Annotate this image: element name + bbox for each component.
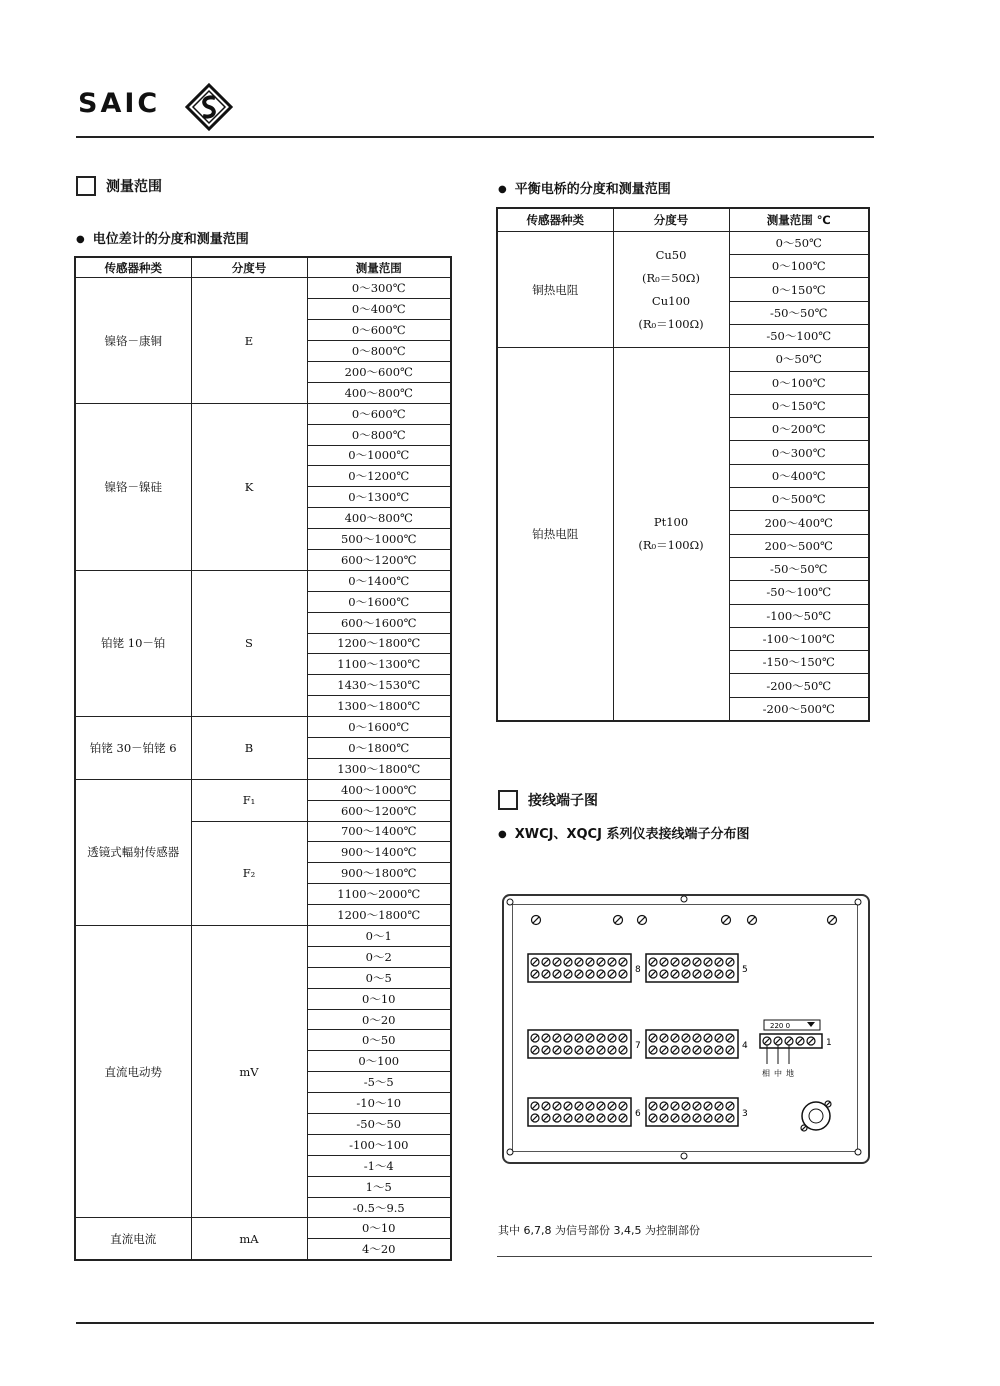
range-cell: 0～1300℃ (307, 487, 451, 508)
range-cell: 0～10 (307, 1218, 451, 1239)
range-cell: -50～50 (307, 1114, 451, 1135)
sensor-type-cell: 直流电动势 (75, 926, 191, 1218)
range-cell: 4～20 (307, 1239, 451, 1260)
range-cell: 0～2 (307, 946, 451, 967)
range-cell: 0～5 (307, 967, 451, 988)
range-cell: -50～50℃ (729, 557, 869, 580)
section-measure-range (76, 176, 162, 196)
wiring-note: 其中 6,7,8 为信号部份 3,4,5 为控制部份 (498, 1224, 700, 1237)
range-cell: -100～100℃ (729, 627, 869, 650)
terminal-block (646, 1030, 738, 1058)
graduation-code-cell: B (191, 717, 307, 780)
checkbox-square-icon (498, 790, 518, 810)
range-cell: 200～600℃ (307, 361, 451, 382)
range-cell: 0～500℃ (729, 488, 869, 511)
code-line: Pt100 (653, 514, 689, 529)
range-cell: -50～50℃ (729, 301, 869, 324)
graduation-code-cell: K (191, 403, 307, 570)
mount-hole (507, 899, 513, 905)
checkbox-square-icon (76, 176, 96, 196)
range-cell: -5～5 (307, 1072, 451, 1093)
sensor-type-cell: 铂铑 30－铂铑 6 (75, 717, 191, 780)
range-cell: 0～300℃ (307, 278, 451, 299)
graduation-code-cell: F₁ (191, 779, 307, 821)
range-cell: 200～400℃ (729, 511, 869, 534)
range-cell: 0～1200℃ (307, 466, 451, 487)
range-cell: 400～800℃ (307, 382, 451, 403)
column-header: 分度号 (191, 257, 307, 278)
range-cell: 600～1200℃ (307, 800, 451, 821)
range-cell: 0～1600℃ (307, 591, 451, 612)
range-cell: -10～10 (307, 1093, 451, 1114)
graduation-code-cell (613, 348, 729, 721)
range-cell: 1100～2000℃ (307, 884, 451, 905)
range-cell: 0～300℃ (729, 441, 869, 464)
logo-text: SAIC (78, 88, 161, 119)
range-cell: 0～50 (307, 1030, 451, 1051)
range-cell: 0～800℃ (307, 424, 451, 445)
range-cell: 0～400℃ (729, 464, 869, 487)
range-cell: 700～1400℃ (307, 821, 451, 842)
header-rule (76, 136, 874, 138)
code-line: Cu50 (655, 247, 687, 262)
range-cell: -150～150℃ (729, 651, 869, 674)
code-line: Cu100 (651, 293, 691, 308)
range-cell: 1100～1300℃ (307, 654, 451, 675)
range-cell: 0～1600℃ (307, 717, 451, 738)
mount-hole (855, 1149, 861, 1155)
range-cell: 0～100 (307, 1051, 451, 1072)
terminal-block-number: 3 (742, 1109, 748, 1119)
range-cell: 0～150℃ (729, 394, 869, 417)
range-cell: 0～10 (307, 988, 451, 1009)
sensor-type-cell: 直流电流 (75, 1218, 191, 1260)
range-cell: 500～1000℃ (307, 529, 451, 550)
range-cell: 0～100℃ (729, 371, 869, 394)
range-cell: 900～1400℃ (307, 842, 451, 863)
mount-hole (507, 1149, 513, 1155)
range-cell: 0～1000℃ (307, 445, 451, 466)
range-cell: 1430～1530℃ (307, 675, 451, 696)
column-header: 测量范围 (307, 257, 451, 278)
range-cell: 0～400℃ (307, 299, 451, 320)
power-terminal-label: 地 (786, 1069, 794, 1078)
sensor-type-cell: 镍铬－康铜 (75, 278, 191, 403)
terminal-block-number: 1 (826, 1038, 832, 1048)
terminal-block-number: 5 (742, 965, 748, 975)
range-cell: 0～1400℃ (307, 570, 451, 591)
range-cell: 0～100℃ (729, 255, 869, 278)
range-cell: -100～50℃ (729, 604, 869, 627)
right-table-caption: ● 平衡电桥的分度和测量范围 (498, 178, 671, 197)
code-line: (R₀＝100Ω) (638, 316, 704, 331)
power-voltage-label: 220 0 (770, 1022, 791, 1030)
mount-hole (855, 899, 861, 905)
range-cell: 600～1200℃ (307, 549, 451, 570)
range-cell: 0～800℃ (307, 341, 451, 362)
terminal-block-number: 8 (635, 965, 641, 975)
column-header: 传感器种类 (497, 208, 613, 231)
graduation-code-cell: S (191, 570, 307, 716)
range-cell: 0～50℃ (729, 231, 869, 254)
terminal-diagram (502, 894, 866, 1160)
potentiometer-range-table (74, 256, 452, 1261)
column-header: 测量范围 ℃ (729, 208, 869, 231)
code-line: (R₀＝50Ω) (642, 270, 700, 285)
range-cell: 600～1600℃ (307, 612, 451, 633)
footer-rule (76, 1322, 874, 1324)
mount-hole (681, 1153, 687, 1159)
range-cell: 1300～1800℃ (307, 758, 451, 779)
wiring-caption: ● XWCJ、XQCJ 系列仪表接线端子分布图 (498, 823, 749, 842)
sensor-type-cell: 铂热电阻 (497, 348, 613, 721)
column-header: 传感器种类 (75, 257, 191, 278)
terminal-block-number: 7 (635, 1041, 641, 1051)
graduation-code-cell: E (191, 278, 307, 403)
range-cell: 0～1 (307, 926, 451, 947)
range-cell: 200～500℃ (729, 534, 869, 557)
sensor-type-cell: 铂铑 10－铂 (75, 570, 191, 716)
range-cell: -50～100℃ (729, 581, 869, 604)
mount-hole (681, 896, 687, 902)
range-cell: -100～100 (307, 1134, 451, 1155)
logo-icon (185, 83, 233, 131)
range-cell: 0～600℃ (307, 403, 451, 424)
graduation-code-cell: F₂ (191, 821, 307, 925)
sensor-type-cell: 铜热电阻 (497, 231, 613, 347)
range-cell: 0～20 (307, 1009, 451, 1030)
sensor-type-cell: 镍铬－镍硅 (75, 403, 191, 570)
terminal-block (646, 1098, 738, 1126)
range-cell: 1～5 (307, 1176, 451, 1197)
range-cell: -200～50℃ (729, 674, 869, 697)
graduation-code-cell: mA (191, 1218, 307, 1260)
range-cell: 0～600℃ (307, 320, 451, 341)
bridge-range-table (496, 207, 870, 722)
range-cell: 0～150℃ (729, 278, 869, 301)
terminal-block-number: 6 (635, 1109, 641, 1119)
range-cell: -200～500℃ (729, 697, 869, 720)
sensor-type-cell: 透镜式輻射传感器 (75, 779, 191, 925)
column-header: 分度号 (613, 208, 729, 231)
range-cell: 0～200℃ (729, 418, 869, 441)
terminal-block (646, 954, 738, 982)
power-terminal-label: 相 (762, 1069, 770, 1078)
range-cell: -50～100℃ (729, 324, 869, 347)
graduation-code-cell: mV (191, 926, 307, 1218)
range-cell: 1200～1800℃ (307, 905, 451, 926)
power-terminal-label: 中 (774, 1069, 782, 1078)
terminal-block-number: 4 (742, 1041, 748, 1051)
left-table-caption: ● 电位差计的分度和测量范围 (76, 228, 249, 247)
code-line: (R₀＝100Ω) (638, 537, 704, 552)
range-cell: 900～1800℃ (307, 863, 451, 884)
graduation-code-cell (613, 231, 729, 347)
fuse-holder-inner (809, 1109, 823, 1123)
range-cell: 1200～1800℃ (307, 633, 451, 654)
section-wiring (498, 790, 598, 810)
wiring-title: 接线端子图 (528, 793, 598, 809)
range-cell: 400～800℃ (307, 508, 451, 529)
range-cell: -0.5～9.5 (307, 1197, 451, 1218)
range-cell: 0～1800℃ (307, 737, 451, 758)
range-cell: 0～50℃ (729, 348, 869, 371)
range-cell: 400～1000℃ (307, 779, 451, 800)
range-cell: 1300～1800℃ (307, 696, 451, 717)
note-rule (497, 1256, 872, 1257)
section-title: 测量范围 (106, 179, 162, 195)
range-cell: -1～4 (307, 1155, 451, 1176)
